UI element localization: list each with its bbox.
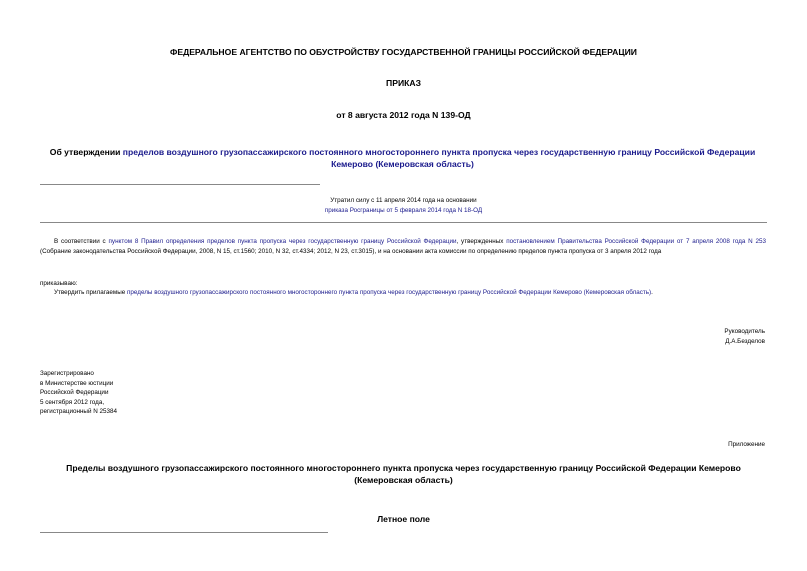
- divider-full: [40, 222, 767, 223]
- preamble-text-mid: , утвержденных: [456, 238, 507, 245]
- order-title-prefix: Об утверждении: [49, 147, 123, 157]
- approve-text-start: Утвердить прилагаемые: [54, 289, 127, 296]
- divider-short: [40, 184, 320, 185]
- preamble-paragraph: [40, 237, 766, 256]
- government-decree-link[interactable]: постановлением Правительства Российской Федерации от 7 апреля 2008 года N 253: [506, 238, 767, 245]
- signature-block: [724, 327, 765, 346]
- agency-heading: ФЕДЕРАЛЬНОЕ АГЕНТСТВО ПО ОБУСТРОЙСТВУ ГОСУДАРСТВЕННОЙ ГРАНИЦЫ РОССИЙСКОЙ ФЕДЕРАЦИИ: [170, 47, 637, 57]
- preamble-text-end: (Собрание законодательства Российской Федерации, 2008, N 15, ст.1560; 2010, N 32, ст.4334; 2012, N 23, ст.3015), и на основании акта комиссии по определению пределов пункта пропуска от 3 апреля 2012 года: [40, 247, 662, 255]
- approve-paragraph: [54, 288, 774, 298]
- rules-link[interactable]: пунктом 8 Правил определения пределов пункта пропуска через государственную границу Российской Федерации: [108, 238, 457, 245]
- appendix-label: Приложение: [728, 441, 765, 448]
- section-heading: Летное поле: [377, 514, 430, 524]
- registration-block: [40, 369, 117, 417]
- registration-line: регистрационный N 25384: [40, 408, 118, 415]
- decree-word: приказываю:: [40, 280, 78, 287]
- signature-position: Руководитель: [724, 328, 765, 335]
- registration-line: 5 сентября 2012 года,: [40, 398, 105, 406]
- order-title-link[interactable]: пределов воздушного грузопассажирского постоянного многостороннего пункта пропуска через государственную границу Российской Федерации Кемерово (Кемеровская область): [122, 147, 756, 169]
- appendix-title: Пределы воздушного грузопассажирского постоянного многостороннего пункта пропуска через государственную границу Российской Федерации Кемерово (Кемеровская область): [66, 463, 741, 485]
- order-title: [40, 146, 765, 170]
- annulment-note: [0, 196, 807, 215]
- annulment-link[interactable]: приказа Росграницы от 5 февраля 2014 года N 18-ОД: [324, 206, 483, 214]
- registration-line: в Министерстве юстиции: [40, 379, 114, 387]
- registration-line: Зарегистрировано: [40, 370, 94, 377]
- divider-bottom: [40, 532, 328, 533]
- preamble-text-start: В соответствии с: [54, 238, 109, 245]
- doc-type-heading: ПРИКАЗ: [386, 78, 421, 88]
- approve-text-end: .: [651, 289, 653, 296]
- annulment-text: Утратил силу с 11 апреля 2014 года на основании: [330, 197, 477, 204]
- signature-name: Д.А.Безделов: [725, 337, 765, 345]
- approved-limits-link[interactable]: пределы воздушного грузопассажирского постоянного многостороннего пункта пропуска через государственную границу Российской Федерации Кемерово (Кемеровская область): [127, 289, 652, 296]
- date-number-heading: от 8 августа 2012 года N 139-ОД: [336, 110, 471, 120]
- registration-line: Российской Федерации: [40, 389, 109, 396]
